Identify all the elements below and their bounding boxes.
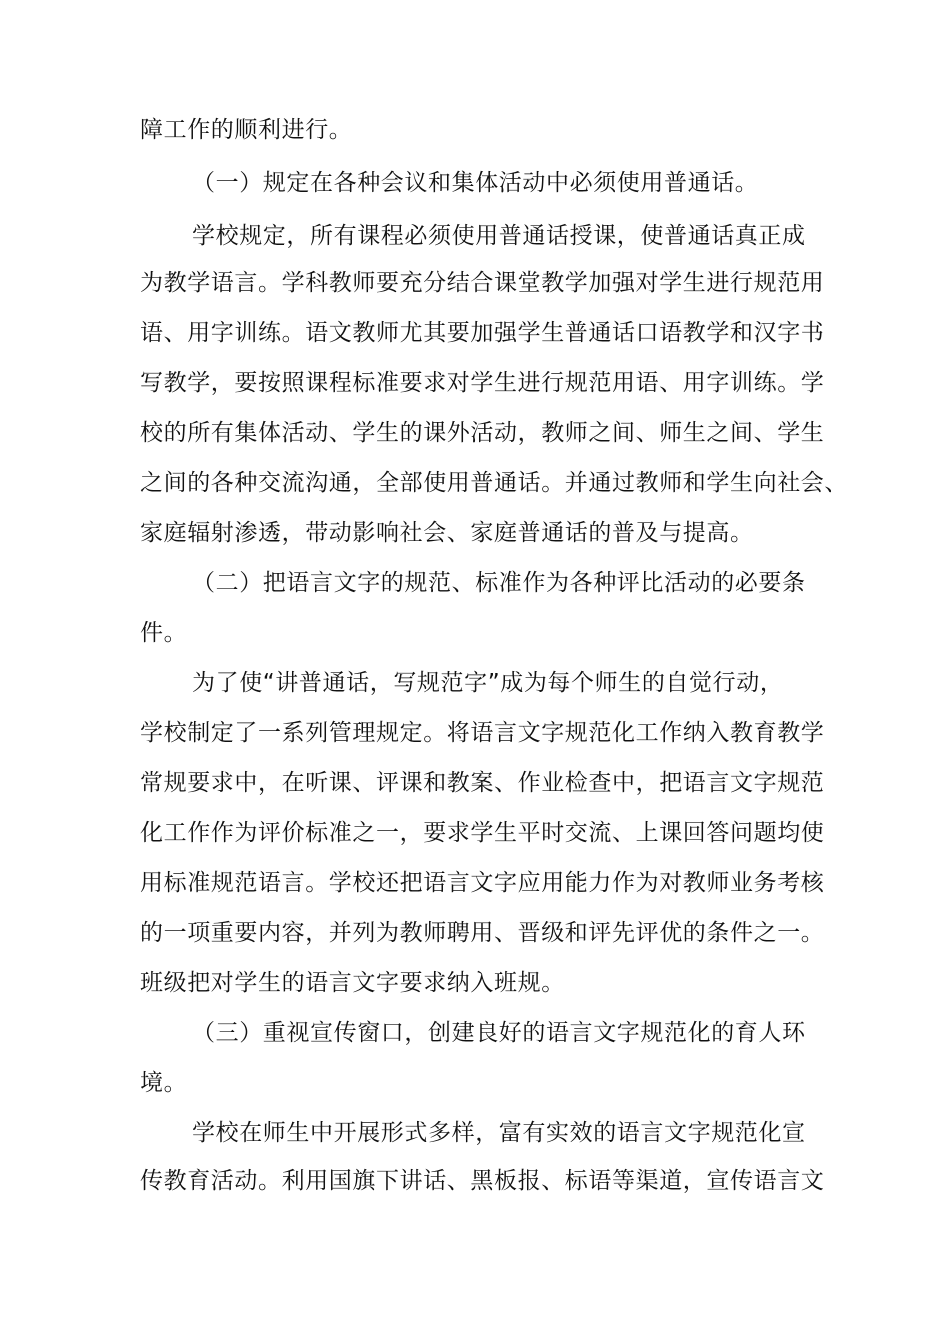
section-heading: 境。 xyxy=(140,1070,188,1096)
text-line: 班级把对学生的语言文字要求纳入班规。 xyxy=(140,970,565,996)
section-heading: 件。 xyxy=(140,620,188,646)
text-line: 学校制定了一系列管理规定。将语言文字规范化工作纳入教育教学 xyxy=(140,720,825,746)
text-line: 为了使“讲普通话，写规范字”成为每个师生的自觉行动， xyxy=(192,670,784,696)
text-line: 写教学，要按照课程标准要求对学生进行规范用语、用字训练。学 xyxy=(140,370,825,396)
section-heading: （一）规定在各种会议和集体活动中必须使用普通话。 xyxy=(192,170,759,196)
text-line: 传教育活动。利用国旗下讲话、黑板报、标语等渠道，宣传语言文 xyxy=(140,1168,825,1194)
text-line: 常规要求中，在听课、评课和教案、作业检查中，把语言文字规范 xyxy=(140,770,825,796)
text-line: 用标准规范语言。学校还把语言文字应用能力作为对教师业务考核 xyxy=(140,870,825,896)
text-line: 家庭辐射渗透，带动影响社会、家庭普通话的普及与提高。 xyxy=(140,520,754,546)
section-heading: （三）重视宣传窗口，创建良好的语言文字规范化的育人环 xyxy=(192,1020,806,1046)
text-line: 之间的各种交流沟通，全部使用普通话。并通过教师和学生向社会、 xyxy=(140,470,848,496)
text-line: 为教学语言。学科教师要充分结合课堂教学加强对学生进行规范用 xyxy=(140,270,825,296)
text-line: 学校在师生中开展形式多样，富有实效的语言文字规范化宣 xyxy=(192,1120,806,1146)
text-line: 化工作作为评价标准之一，要求学生平时交流、上课回答问题均使 xyxy=(140,820,825,846)
text-line: 的一项重要内容，并列为教师聘用、晋级和评先评优的条件之一。 xyxy=(140,920,825,946)
text-line: 校的所有集体活动、学生的课外活动，教师之间、师生之间、学生 xyxy=(140,420,825,446)
text-line: 语、用字训练。语文教师尤其要加强学生普通话口语教学和汉字书 xyxy=(140,320,825,346)
section-heading: （二）把语言文字的规范、标准作为各种评比活动的必要条 xyxy=(192,570,806,596)
text-line: 障工作的顺利进行。 xyxy=(140,117,353,143)
text-line: 学校规定，所有课程必须使用普通话授课，使普通话真正成 xyxy=(192,223,806,249)
